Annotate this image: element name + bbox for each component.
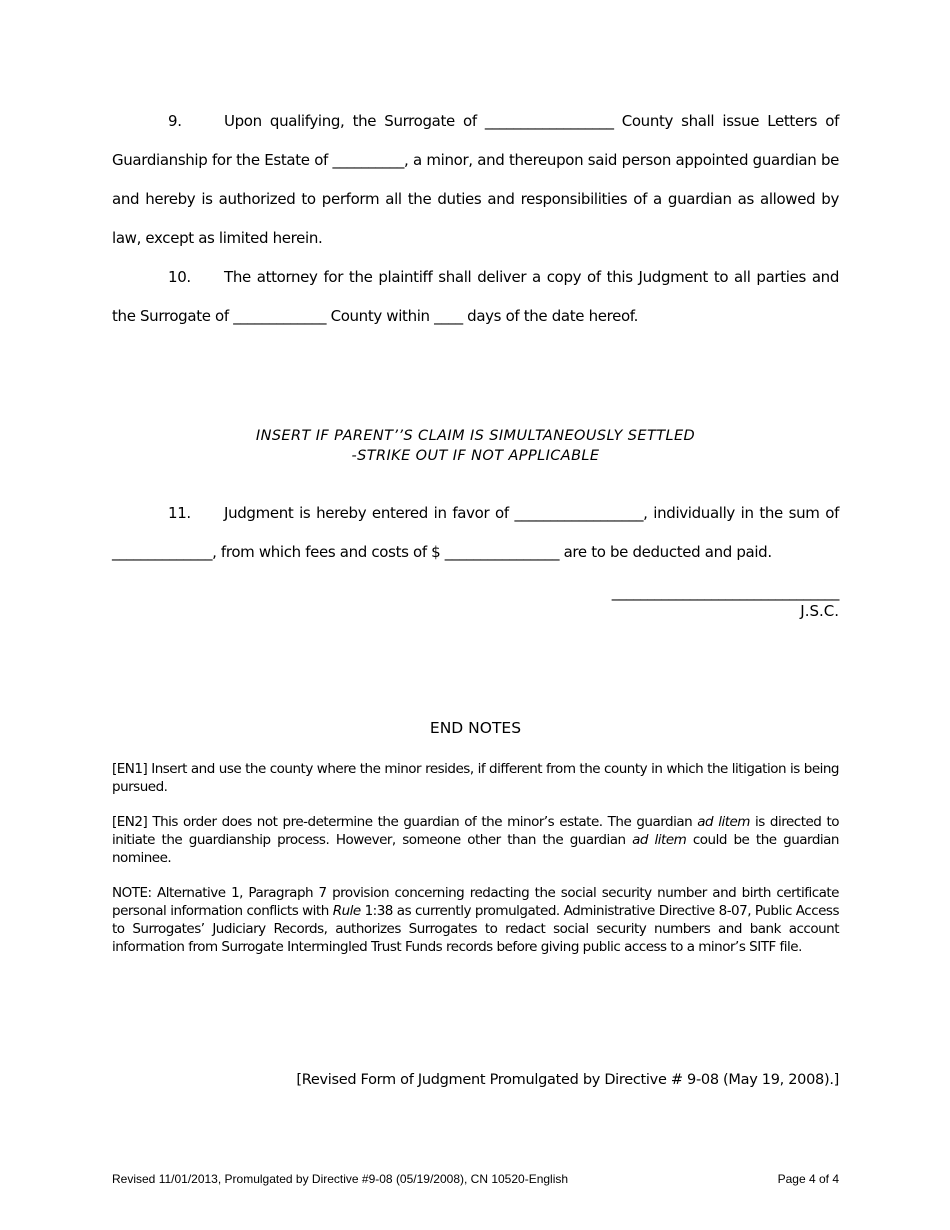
footer-revision: Revised 11/01/2013, Promulgated by Directive #9-08 (05/19/2008), CN 10520-English [112,1172,569,1186]
revised-form-notice: [Revised Form of Judgment Promulgated by Directive # 9-08 (May 19, 2008).] [296,1072,839,1088]
note-text: NOTE: Alternative 1, Paragraph 7 provision concerning redacting the social security number and birth certificate personal information conflicts with [112,885,839,919]
insert-note-line-2: -STRIKE OUT IF NOT APPLICABLE [351,448,600,464]
end-note-1: [EN1] Insert and use the county where the minor resides, if different from the county in which the litigation is being pursued. [112,761,839,795]
paragraph-number: 9. [168,112,182,130]
note-text: 1:38 as currently promulgated. Administrative Directive 8-07, Public Access to Surrogates’ Judiciary Records, authorizes Surrogates to redact social security numbers and bank account information from Surrogate Intermingled Trust Funds records before giving public access to a minor’s SITF file. [112,903,839,955]
footer-page-number: Page 4 of 4 [777,1172,839,1186]
signature-title: J.S.C. [800,602,839,620]
end-note-2-text: could be the guardian nominee. [112,832,839,866]
end-notes-title: END NOTES [429,719,522,737]
end-note-2-italic: ad litem [697,814,750,830]
paragraph-text: Upon qualifying, the Surrogate of __________________ County shall issue Letters of Guardianship for the Estate of __________, a minor, and thereupon said person appointed guardian be and hereby is authorized to perform all the duties and responsibilities of a guardian as allowed by law, except as limited herein. [112,112,839,247]
paragraph-number: 10. [168,268,191,286]
paragraph-10 [112,258,839,336]
paragraph-9 [112,102,839,258]
document-page [112,0,839,1230]
paragraph-number: 11. [168,504,191,522]
paragraph-11 [112,494,839,572]
note-paragraph [112,884,839,956]
note-italic: Rule [332,903,361,919]
paragraph-text: Judgment is hereby entered in favor of __________________, individually in the sum of ______________, from which fees and costs of $ ________________ are to be deducted and paid. [112,504,839,561]
paragraph-text: The attorney for the plaintiff shall deliver a copy of this Judgment to all parties and the Surrogate of _____________ County within ____ days of the date hereof. [112,268,839,325]
end-note-2-italic: ad litem [632,832,687,848]
end-note-2 [112,813,839,867]
signature-line: ________________________________ [611,583,839,601]
end-note-2-text: [EN2] This order does not pre-determine the guardian of the minor’s estate. The guardian [112,814,698,830]
insert-note-line-1: INSERT IF PARENT’’S CLAIM IS SIMULTANEOUSLY SETTLED [255,428,696,444]
end-note-2-text: is directed to initiate the guardianship process. However, someone other than the guardian [112,814,839,848]
